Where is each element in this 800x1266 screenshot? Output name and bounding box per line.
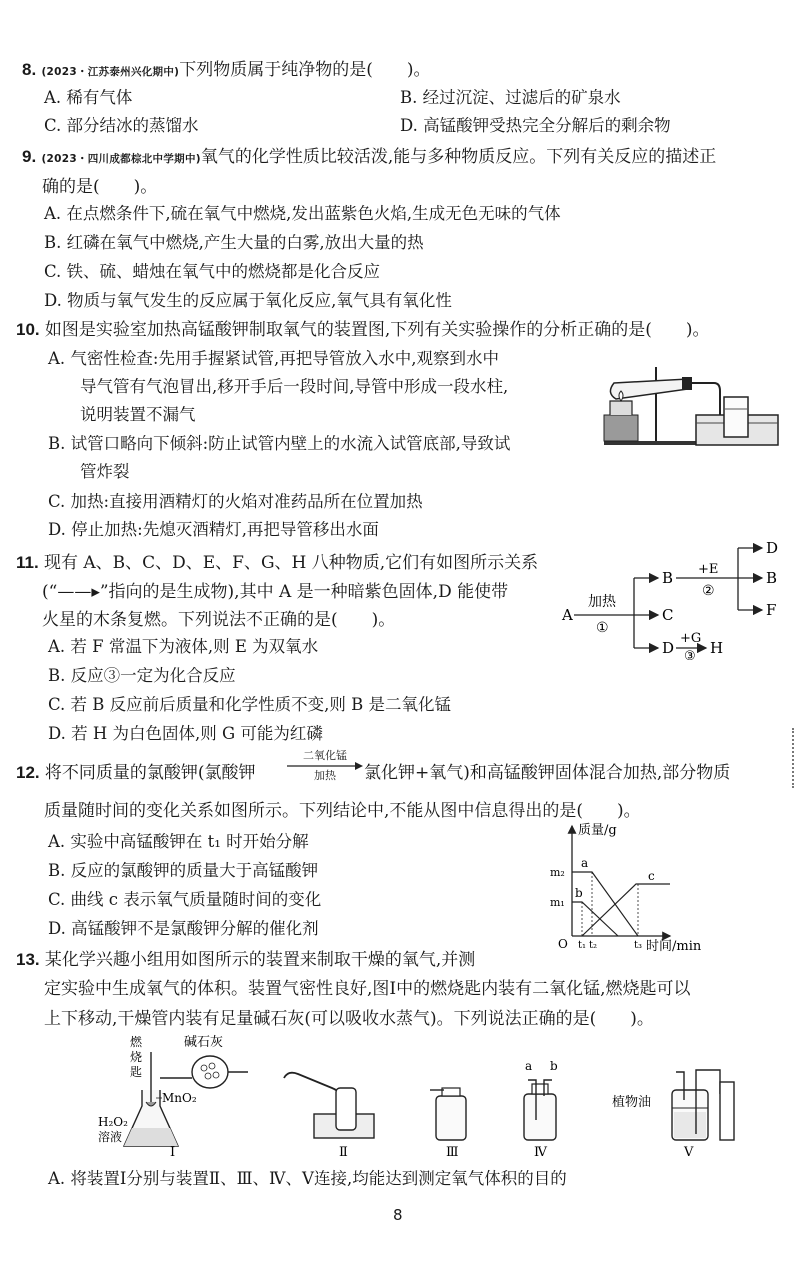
question-text-cont: 氯化钾+氧气)和高锰酸钾固体混合加热,部分物质 [364,763,731,783]
question-8-stem [22,55,431,80]
gas-collecting-bottle [724,397,748,437]
stand-base [604,441,704,445]
question-9-stem [22,142,716,167]
option-d: D. 物质与氧气发生的反应属于氧化反应,氧气具有氧化性 [44,291,452,310]
label-b: b [550,1059,558,1073]
t2-label: t₂ [589,940,598,951]
option-d: D. 若 H 为白色固体,则 G 可能为红磷 [48,724,323,743]
node-c: C [662,606,674,624]
question-source: (2023・四川成都棕北中学期中) [41,153,201,165]
question-text-cont: 确的是( )。 [42,177,158,197]
label-device-1: Ⅰ [170,1145,176,1160]
label-plus-e: +E [698,562,719,577]
alcohol-lamp [610,401,632,415]
drying-oxygen-apparatus-figure [92,1030,752,1160]
label-reaction-1: ① [596,620,609,636]
label-mno2: MnO₂ [162,1091,197,1105]
m1-label: m₁ [550,896,565,909]
label-device-3: Ⅲ [446,1145,459,1160]
y-axis-label: 质量/g [578,823,617,838]
option-a: A. 实验中高锰酸钾在 t₁ 时开始分解 [48,832,309,851]
label-device-4: Ⅳ [534,1145,547,1160]
m2-label: m₂ [550,866,565,879]
curve-c-label: c [648,869,655,883]
label-h2o2: H₂O₂ [98,1115,128,1129]
question-11-stem [16,548,538,573]
label-oil: 植物油 [612,1095,652,1110]
option-a-line1: A. 气密性检查:先用手握紧试管,再把导管放入水中,观察到水中 [48,349,499,368]
question-number: 12. [16,763,40,782]
label-spoon-3: 匙 [130,1065,143,1079]
option-d: D. 停止加热:先熄灭酒精灯,再把导管移出水面 [48,520,379,539]
option-b: B. 反应③一定为化合反应 [48,666,236,685]
wood-block [604,415,638,441]
label-device-2: Ⅱ [339,1145,348,1160]
t1-label: t₁ [578,940,587,951]
option-b-line2: 管炸裂 [80,462,130,481]
node-h: H [710,639,724,657]
curve-b [572,902,618,936]
node-d: D [662,639,675,657]
node-d-out: D [766,539,779,557]
question-number: 9. [22,147,37,166]
curve-c [582,884,670,936]
question-number: 10. [16,320,40,339]
question-number: 11. [16,553,39,572]
question-text-cont: 定实验中生成氧气的体积。装置气密性良好,图Ⅰ中的燃烧匙内装有二氧化锰,燃烧匙可以 [44,979,691,999]
question-number: 13. [16,950,40,969]
question-10-stem [16,315,710,340]
option-c: C. 部分结冰的蒸馏水 [44,116,199,135]
question-text-cont: 火星的木条复燃。下列说法不正确的是( )。 [42,610,396,630]
option-c: C. 若 B 反应前后质量和化学性质不变,则 B 是二氧化锰 [48,695,452,714]
question-source: (2023・江苏泰州兴化期中) [41,66,180,78]
oxygen-apparatus-figure [596,365,786,450]
node-a: A [562,606,573,624]
label-device-5: Ⅴ [684,1145,694,1160]
option-b: B. 经过沉淀、过滤后的矿泉水 [400,88,621,107]
page-number: 8 [393,1206,403,1224]
water-5 [674,1112,706,1138]
option-c: C. 铁、硫、蜡烛在氧气中的燃烧都是化合反应 [44,262,381,281]
question-12-stem [16,758,256,783]
bottle-3 [436,1096,466,1140]
option-a-line2: 导气管有气泡冒出,移开手后一段时间,导管中形成一段水柱, [80,377,509,396]
question-text: 氧气的化学性质比较活泼,能与多种物质反应。下列有关反应的描述正 [200,147,717,167]
label-heat: 加热 [588,594,616,610]
curve-a-label: a [581,856,589,870]
question-text: 某化学兴趣小组用如图所示的装置来制取干燥的氧气,并测 [44,950,476,970]
option-a: A. 在点燃条件下,硫在氧气中燃烧,发出蓝紫色火焰,生成无色无味的气体 [44,204,561,223]
t3-label: t₃ [634,940,643,951]
label-reaction-3: ③ [684,649,696,660]
flame [619,391,623,401]
label-a: a [525,1059,533,1073]
option-a-line3: 说明装置不漏气 [80,405,196,424]
question-text-cont: 质量随时间的变化关系如图所示。下列结论中,不能从图中信息得出的是( )。 [44,801,641,821]
drying-tube [192,1056,228,1088]
label-reaction-2: ② [702,583,715,599]
node-b-out: B [766,569,778,587]
condition-heat: 加热 [314,769,336,782]
flask-liquid [124,1128,178,1146]
option-b: B. 红磷在氧气中燃烧,产生大量的白雾,放出大量的热 [44,233,424,252]
question-text: 将不同质量的氯酸钾(氯酸钾 [44,763,256,783]
option-d: D. 高锰酸钾受热完全分解后的剩余物 [400,116,671,135]
question-number: 8. [22,60,37,79]
reaction-condition [287,750,363,782]
label-spoon-1: 燃 [130,1035,143,1049]
binding-dots [792,728,796,788]
question-text: 现有 A、B、C、D、E、F、G、H 八种物质,它们有如图所示关系 [43,553,539,573]
label-solution: 溶液 [98,1130,123,1144]
curve-b-label: b [575,886,583,900]
question-13-stem [16,945,475,970]
question-text-cont: (“——▸”指向的是生成物),其中 A 是一种暗紫色固体,D 能使带 [42,582,509,602]
origin-label: O [558,937,568,951]
reaction-relation-diagram [560,538,790,660]
question-text-cont: 上下移动,干燥管内装有足量碱石灰(可以吸收水蒸气)。下列说法正确的是( )。 [44,1009,654,1029]
option-b: B. 反应的氯酸钾的质量大于高锰酸钾 [48,861,319,880]
option-c: C. 加热:直接用酒精灯的火焰对准药品所在位置加热 [48,492,423,511]
bottle-3-neck [442,1088,460,1096]
option-a: A. 将装置Ⅰ分别与装置Ⅱ、Ⅲ、Ⅳ、Ⅴ连接,均能达到测定氧气体积的目的 [48,1169,567,1188]
question-text: 如图是实验室加热高锰酸钾制取氧气的装置图,下列有关实验操作的分析正确的是( )。 [44,320,710,340]
stopper [682,377,692,390]
measuring-cylinder [720,1082,734,1140]
bottle-4 [524,1094,556,1140]
question-text: 下列物质属于纯净物的是( )。 [179,60,431,80]
node-f-out: F [766,601,777,619]
option-b-line1: B. 试管口略向下倾斜:防止试管内壁上的水流入试管底部,导致试 [48,434,511,453]
label-spoon-2: 烧 [130,1050,143,1064]
condition-catalyst: 二氧化锰 [303,749,347,762]
label-sodalime: 碱石灰 [184,1035,224,1050]
mass-time-graph [548,820,718,952]
option-a: A. 稀有气体 [44,88,133,107]
bottle-4-stopper [532,1084,548,1094]
option-a: A. 若 F 常温下为液体,则 E 为双氧水 [48,637,319,656]
option-c: C. 曲线 c 表示氧气质量随时间的变化 [48,890,322,909]
inverted-cylinder-2 [336,1088,356,1130]
node-b: B [662,569,674,587]
x-axis-label: 时间/min [646,939,702,952]
label-plus-g: +G [680,631,702,646]
option-d: D. 高锰酸钾不是氯酸钾分解的催化剂 [48,919,319,938]
